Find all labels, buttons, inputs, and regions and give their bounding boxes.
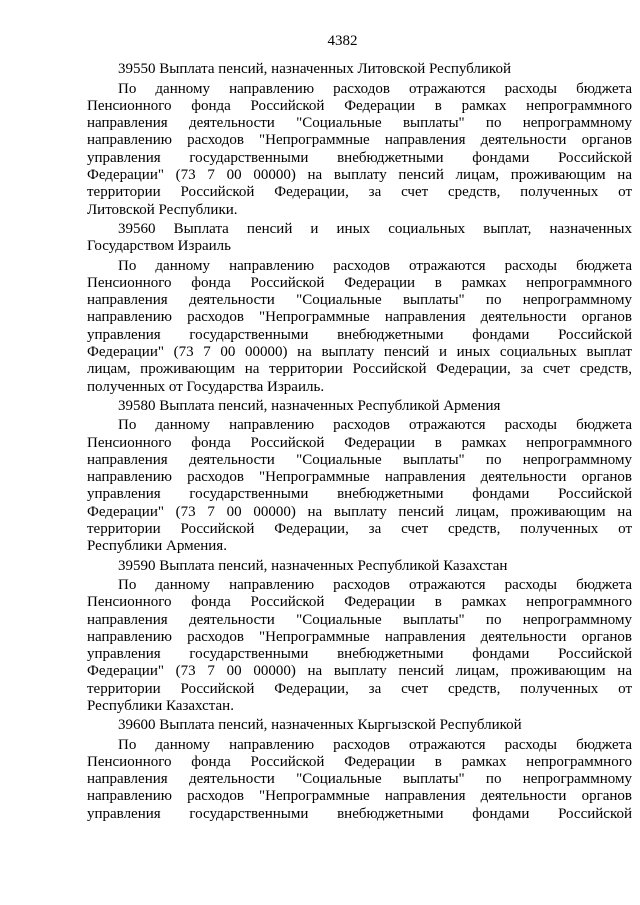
text-line: По данному направлению расходов отражаются расходы бюджета <box>118 736 632 753</box>
text-line: направления деятельности "Социальные выплаты" по непрограммному <box>87 611 632 628</box>
text-line: лицам, проживающим на территории Российской Федерации, за счет средств, <box>87 361 632 378</box>
section-heading <box>87 717 632 734</box>
text-line: направлению расходов "Непрограммные направления деятельности органов <box>87 132 632 149</box>
text-line: Республики Казахстан. <box>87 697 234 714</box>
text-line: направлению расходов "Непрограммные направления деятельности органов <box>87 788 632 805</box>
paragraph <box>87 417 632 555</box>
text-line: направлению расходов "Непрограммные направления деятельности органов <box>87 309 632 326</box>
section-heading <box>87 61 632 78</box>
text-line: По данному направлению расходов отражаются расходы бюджета <box>118 417 632 434</box>
text-line: направлению расходов "Непрограммные направления деятельности органов <box>87 469 632 486</box>
text-line: направления деятельности "Социальные выплаты" по непрограммному <box>87 771 632 788</box>
page-number: 4382 <box>327 33 358 49</box>
text-line: Федерации" (73 7 00 00000) на выплату пенсий лицам, проживающим на <box>87 503 632 520</box>
text-line: Пенсионного фонда Российской Федерации в рамках непрограммного <box>87 434 632 451</box>
text-line: управления государственными внебюджетными фондами Российской <box>87 646 632 663</box>
text-line: Пенсионного фонда Российской Федерации в рамках непрограммного <box>87 97 632 114</box>
text-line: По данному направлению расходов отражаются расходы бюджета <box>118 257 632 274</box>
text-line: 39550 Выплата пенсий, назначенных Литовской Республикой <box>118 61 511 78</box>
text-line: территории Российской Федерации, за счет средств, полученных от <box>87 184 632 201</box>
text-line: Федерации" (73 7 00 00000) на выплату пенсий лицам, проживающим на <box>87 167 632 184</box>
text-line: направления деятельности "Социальные выплаты" по непрограммному <box>87 292 632 309</box>
sections <box>87 61 632 823</box>
text-line: По данному направлению расходов отражаются расходы бюджета <box>118 80 632 97</box>
section-heading <box>87 558 632 575</box>
text-line: По данному направлению расходов отражаются расходы бюджета <box>118 576 632 593</box>
text-line: 39600 Выплата пенсий, назначенных Кыргызской Республикой <box>118 717 522 734</box>
text-line: Государством Израиль <box>87 238 231 255</box>
text-line: направления деятельности "Социальные выплаты" по непрограммному <box>87 451 632 468</box>
text-line: управления государственными внебюджетными фондами Российской <box>87 326 632 343</box>
text-line: территории Российской Федерации, за счет средств, полученных от <box>87 521 632 538</box>
paragraph <box>87 577 632 715</box>
text-line: Пенсионного фонда Российской Федерации в рамках непрограммного <box>87 753 632 770</box>
text-line: направления деятельности "Социальные выплаты" по непрограммному <box>87 115 632 132</box>
text-line: Федерации" (73 7 00 00000) на выплату пенсий лицам, проживающим на <box>87 663 632 680</box>
text-line: управления государственными внебюджетными фондами Российской <box>87 486 632 503</box>
text-line: 39590 Выплата пенсий, назначенных Республикой Казахстан <box>118 557 508 574</box>
text-line: управления государственными внебюджетными фондами Российской <box>87 805 632 822</box>
paragraph <box>87 81 632 219</box>
text-line: 39580 Выплата пенсий, назначенных Республикой Армения <box>118 397 501 414</box>
paragraph <box>87 737 632 823</box>
text-line: управления государственными внебюджетными фондами Российской <box>87 149 632 166</box>
text-line: Пенсионного фонда Российской Федерации в рамках непрограммного <box>87 594 632 611</box>
paragraph <box>87 258 632 396</box>
text-line: Пенсионного фонда Российской Федерации в рамках непрограммного <box>87 274 632 291</box>
text-line: Федерации" (73 7 00 00000) на выплату пенсий и иных социальных выплат <box>87 344 632 361</box>
text-line: территории Российской Федерации, за счет средств, полученных от <box>87 680 632 697</box>
section-heading <box>87 221 632 256</box>
text-line: 39560 Выплата пенсий и иных социальных выплат, назначенных <box>118 220 632 237</box>
text-line: Республики Армения. <box>87 538 227 555</box>
text-line: направлению расходов "Непрограммные направления деятельности органов <box>87 628 632 645</box>
text-line: Литовской Республики. <box>87 201 238 218</box>
text-line: полученных от Государства Израиль. <box>87 378 325 395</box>
section-heading <box>87 398 632 415</box>
